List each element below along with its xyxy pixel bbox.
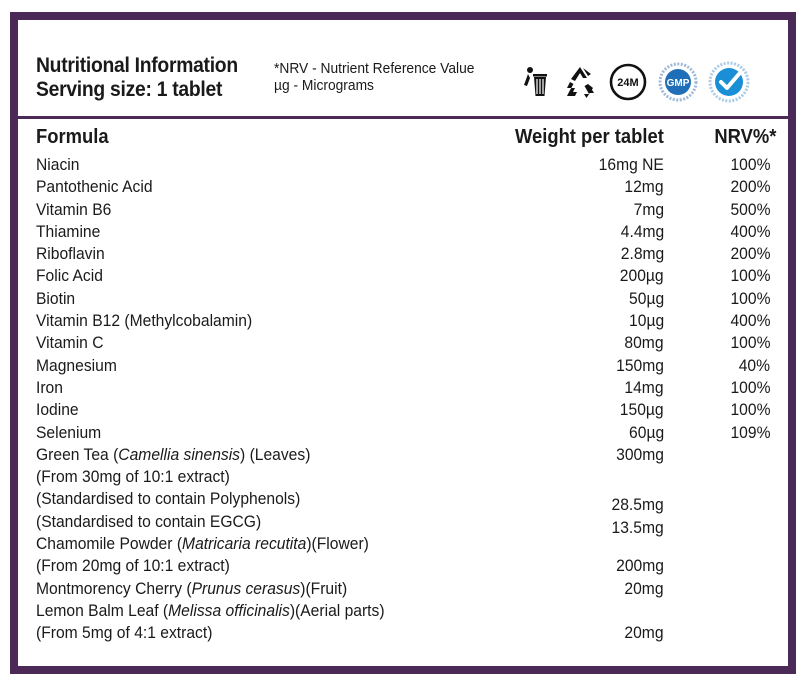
header-formula: Formula [36,126,109,148]
table-row [36,154,776,176]
weight-per-tablet: 10µg [628,311,664,331]
ingredient-name: (From 30mg of 10:1 extract) [36,467,230,487]
weight-per-tablet: 150mg [616,355,664,375]
weight-per-tablet: 2.8mg [620,244,664,264]
table-row [36,555,776,577]
weight-per-tablet: 300mg [616,444,664,464]
ingredient-name: (Standardised to contain Polyphenols) [36,489,301,509]
header-weight: Weight per tablet [515,126,664,148]
certification-icons [518,60,760,104]
weight-per-tablet: 60µg [628,422,664,442]
latin-name: Melissa officinalis [168,600,290,620]
ingredient-name: (From 5mg of 4:1 extract) [36,623,213,643]
table-row [36,243,776,265]
ingredient-part-suffix: ) (Leaves) [240,444,311,464]
ingredient-name: Magnesium [36,355,117,375]
table-row [36,600,776,622]
table-row [36,511,776,537]
ingredient-part-suffix: )(Fruit) [300,578,348,598]
ingredient-name: Vitamin B12 (Methylcobalamin) [36,311,253,331]
nrv-percent: 500% [729,199,770,219]
ingredient-name: Iron [36,377,63,397]
ingredient-name: Pantothenic Acid [36,177,153,197]
weight-per-tablet: 50µg [628,288,664,308]
weight-per-tablet: 150µg [620,400,664,420]
weight-per-tablet: 200mg [616,556,664,576]
weight-per-tablet: 200µg [620,266,664,286]
weight-per-tablet: 14mg [624,377,664,397]
weight-per-tablet: 12mg [624,177,664,197]
nrv-percent: 400% [729,311,770,331]
svg-text:GMP: GMP [666,78,690,89]
ingredient-name: Niacin [36,155,80,174]
ingredient-part-suffix: )(Flower) [306,534,369,554]
nrv-percent: 100% [729,288,770,308]
weight-per-tablet: 7mg [633,199,664,219]
latin-name: Camellia sinensis [118,444,241,464]
note-line-2: µg - Micrograms [274,77,374,94]
ingredient-name: Riboflavin [36,244,105,264]
weight-per-tablet: 28.5mg [611,495,664,515]
table-body [36,154,776,645]
ingredient-name: Thiamine [36,221,101,241]
ingredient-name: Iodine [36,400,79,420]
table-row [36,578,776,600]
table-row [36,622,776,644]
nrv-percent: 100% [729,377,770,397]
legend-note [274,60,474,94]
recycle-icon [562,64,598,100]
table-row [36,399,776,421]
svg-text:24M: 24M [617,77,639,89]
table-row [36,444,776,466]
panel-title [36,54,238,102]
gmp-icon [658,62,698,102]
title-line-1: Nutritional Information [36,54,238,77]
ingredient-name [36,600,385,622]
table-row [36,533,776,555]
nrv-percent: 400% [729,221,770,241]
ingredient-name: Selenium [36,422,102,442]
table-row [36,176,776,198]
nrv-percent: 40% [738,355,770,375]
table-row [36,221,776,243]
24m-icon [608,62,648,102]
ingredient-name: Vitamin C [36,333,104,353]
nrv-percent: 100% [729,155,770,174]
ingredient-name-part: Green Tea ( [36,444,119,464]
weight-per-tablet: 4.4mg [620,221,664,241]
table-row [36,377,776,399]
table-header [36,124,776,154]
table-row [36,199,776,221]
ingredient-name [36,533,369,555]
ingredient-name [36,444,310,466]
panel-header [18,20,788,119]
nrv-percent: 200% [729,244,770,264]
nrv-percent: 100% [729,400,770,420]
nrv-percent: 100% [729,266,770,286]
table-row [36,332,776,354]
table-row [36,310,776,332]
nrv-percent: 100% [729,333,770,353]
ingredient-name: (Standardised to contain EGCG) [36,511,262,531]
weight-per-tablet: 16mg NE [598,155,664,174]
nrv-percent: 200% [729,177,770,197]
ingredient-name [36,578,347,600]
ingredient-name: Biotin [36,288,76,308]
weight-per-tablet: 80mg [624,333,664,353]
table-row [36,265,776,287]
ingredient-name: (From 20mg of 10:1 extract) [36,556,230,576]
nrv-percent: 109% [729,422,770,442]
weight-per-tablet: 13.5mg [611,517,664,537]
title-line-2: Serving size: 1 tablet [36,78,223,101]
note-line-1: *NRV - Nutrient Reference Value [274,60,475,77]
weight-per-tablet: 20mg [624,578,664,598]
header-nrv: NRV%* [713,126,776,148]
bin-disposal-icon [518,65,552,99]
ingredient-name: Folic Acid [36,266,103,286]
ingredient-part-suffix: )(Aerial parts) [289,600,385,620]
latin-name: Matricaria recutita [182,534,307,554]
table-row [36,488,776,515]
checkmark-seal-icon [708,61,750,103]
table-row [36,422,776,444]
ingredient-name-part: Chamomile Powder ( [36,534,183,554]
nutrition-panel [10,12,796,674]
table-row [36,288,776,310]
table-row [36,355,776,377]
ingredient-name-part: Montmorency Cherry ( [36,578,192,598]
weight-per-tablet: 20mg [624,623,664,643]
table-row [36,466,776,488]
ingredient-name: Vitamin B6 [36,199,112,219]
ingredient-name-part: Lemon Balm Leaf ( [36,600,169,620]
latin-name: Prunus cerasus [191,578,301,598]
nutrition-table [36,124,776,645]
